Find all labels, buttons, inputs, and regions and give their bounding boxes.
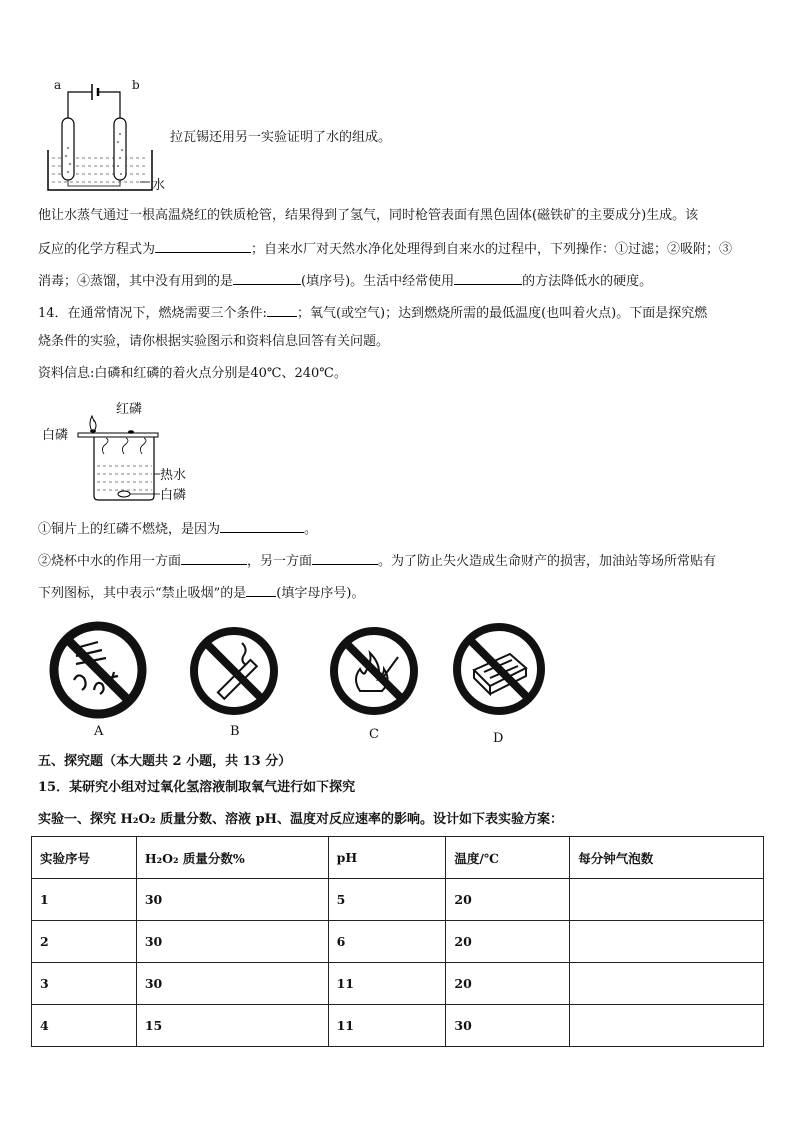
label-white-phosphorus-bottom: 白磷: [160, 488, 187, 503]
q14-sub2c: 。为了防止失火造成生命财产的损害，加油站等场所常贴有: [378, 554, 717, 569]
label-b: b: [132, 78, 140, 92]
no-burning-icon: [46, 620, 152, 720]
q14-sub2: [38, 550, 758, 572]
q14-sub1: [38, 518, 758, 540]
no-open-flame-icon: [326, 623, 422, 719]
q13-line2: [38, 238, 758, 260]
blank-water-role1[interactable]: [181, 550, 247, 565]
sign-label-c: C: [369, 727, 379, 742]
blank-equation[interactable]: [155, 238, 251, 253]
sign-label-b: B: [230, 724, 240, 739]
q13-line3b: (填序号)。生活中经常使用: [301, 274, 455, 289]
blank-red-p-reason[interactable]: [220, 518, 304, 533]
sign-label-a: A: [94, 724, 104, 739]
q13-line2a: 反应的化学方程式为: [38, 242, 156, 257]
table-cell: 30: [136, 879, 328, 921]
q14-sub2d-b: (填字母序号)。: [276, 586, 365, 601]
table-cell: 30: [136, 921, 328, 963]
q14-sub1a: ①铜片上的红磷不燃烧，是因为: [38, 522, 221, 537]
no-matches-icon: [450, 620, 548, 718]
table-cell: 3: [32, 963, 137, 1005]
q13-line1: 他让水蒸气通过一根高温烧红的铁质枪管，结果得到了氢气，同时枪管表面有黑色固体(磁铁矿的主要成分)生成。该: [38, 208, 699, 223]
q15-intro: 15．某研究小组对过氧化氢溶液制取氧气进行如下探究: [38, 780, 356, 795]
table-cell: 30: [136, 963, 328, 1005]
blank-no-smoking[interactable]: [246, 582, 276, 597]
q14-sub1b: 。: [304, 522, 318, 537]
q14-line1: [38, 302, 758, 324]
table-cell: 20: [446, 879, 570, 921]
combustion-diagram: [42, 398, 202, 508]
table-cell: 2: [32, 921, 137, 963]
table-cell: 11: [328, 963, 446, 1005]
q14-line1b: ；氧气(或空气)；达到燃烧所需的最低温度(也叫着火点)。下面是探究燃: [296, 306, 708, 321]
table-row: [32, 921, 764, 963]
blank-hardness[interactable]: [454, 270, 522, 285]
q14-sub2d-a: 下列图标，其中表示“禁止吸烟”的是: [38, 586, 247, 601]
electrolysis-diagram: [40, 78, 170, 198]
q14-sub2a: ②烧杯中水的作用一方面: [38, 554, 182, 569]
q14-line1a: 14．在通常情况下，燃烧需要三个条件:: [38, 306, 267, 321]
table-cell: 4: [32, 1005, 137, 1047]
label-a: a: [54, 78, 62, 92]
col-header: 每分钟气泡数: [570, 837, 764, 879]
label-hot-water: 热水: [160, 468, 187, 483]
blank-not-used[interactable]: [233, 270, 301, 285]
experiment-table: [31, 836, 764, 1047]
table-cell: 1: [32, 879, 137, 921]
table-cell: 6: [328, 921, 446, 963]
electrolysis-caption: 拉瓦锡还用另一实验证明了水的组成。: [170, 130, 392, 145]
blank-water-role2[interactable]: [312, 550, 378, 565]
blank-condition[interactable]: [267, 302, 297, 317]
table-cell: 5: [328, 879, 446, 921]
label-water: 水: [152, 178, 166, 193]
table-cell: 11: [328, 1005, 446, 1047]
table-row: [32, 963, 764, 1005]
q13-line2b: ；自来水厂对天然水净化处理得到自来水的过程中，下列操作：①过滤；②吸附；③: [251, 242, 733, 257]
table-cell-blank[interactable]: [570, 963, 764, 1005]
table-row: [32, 879, 764, 921]
table-cell: 20: [446, 921, 570, 963]
col-header: H₂O₂ 质量分数%: [136, 837, 328, 879]
electrolysis-apparatus: [40, 78, 170, 198]
table-cell: 15: [136, 1005, 328, 1047]
table-cell-blank[interactable]: [570, 1005, 764, 1047]
table-header-row: [32, 837, 764, 879]
q14-sub2d: [38, 582, 758, 604]
q13-line3: [38, 270, 758, 292]
no-smoking-icon: [186, 623, 282, 719]
sign-label-d: D: [493, 731, 504, 746]
label-white-phosphorus-top: 白磷: [42, 428, 69, 443]
q14-line2: 烧条件的实验，请你根据实验图示和资料信息回答有关问题。: [38, 334, 390, 349]
table-cell: 30: [446, 1005, 570, 1047]
table-cell-blank[interactable]: [570, 879, 764, 921]
col-header: 温度/℃: [446, 837, 570, 879]
col-header: 实验序号: [32, 837, 137, 879]
q13-line3c: 的方法降低水的硬度。: [522, 274, 653, 289]
exp1-intro: 实验一、探究 H₂O₂ 质量分数、溶液 pH、温度对反应速率的影响。设计如下表实验方案：: [38, 812, 563, 827]
label-red-phosphorus: 红磷: [116, 402, 143, 417]
q14-sub2b: ，另一方面: [247, 554, 313, 569]
q13-line3a: 消毒；④蒸馏，其中没有用到的是: [38, 274, 234, 289]
col-header: pH: [328, 837, 446, 879]
table-cell-blank[interactable]: [570, 921, 764, 963]
section5-heading: 五、探究题（本大题共 2 小题，共 13 分）: [38, 754, 292, 769]
table-row: [32, 1005, 764, 1047]
q14-info: 资料信息:白磷和红磷的着火点分别是40℃、240℃。: [38, 366, 347, 381]
table-cell: 20: [446, 963, 570, 1005]
